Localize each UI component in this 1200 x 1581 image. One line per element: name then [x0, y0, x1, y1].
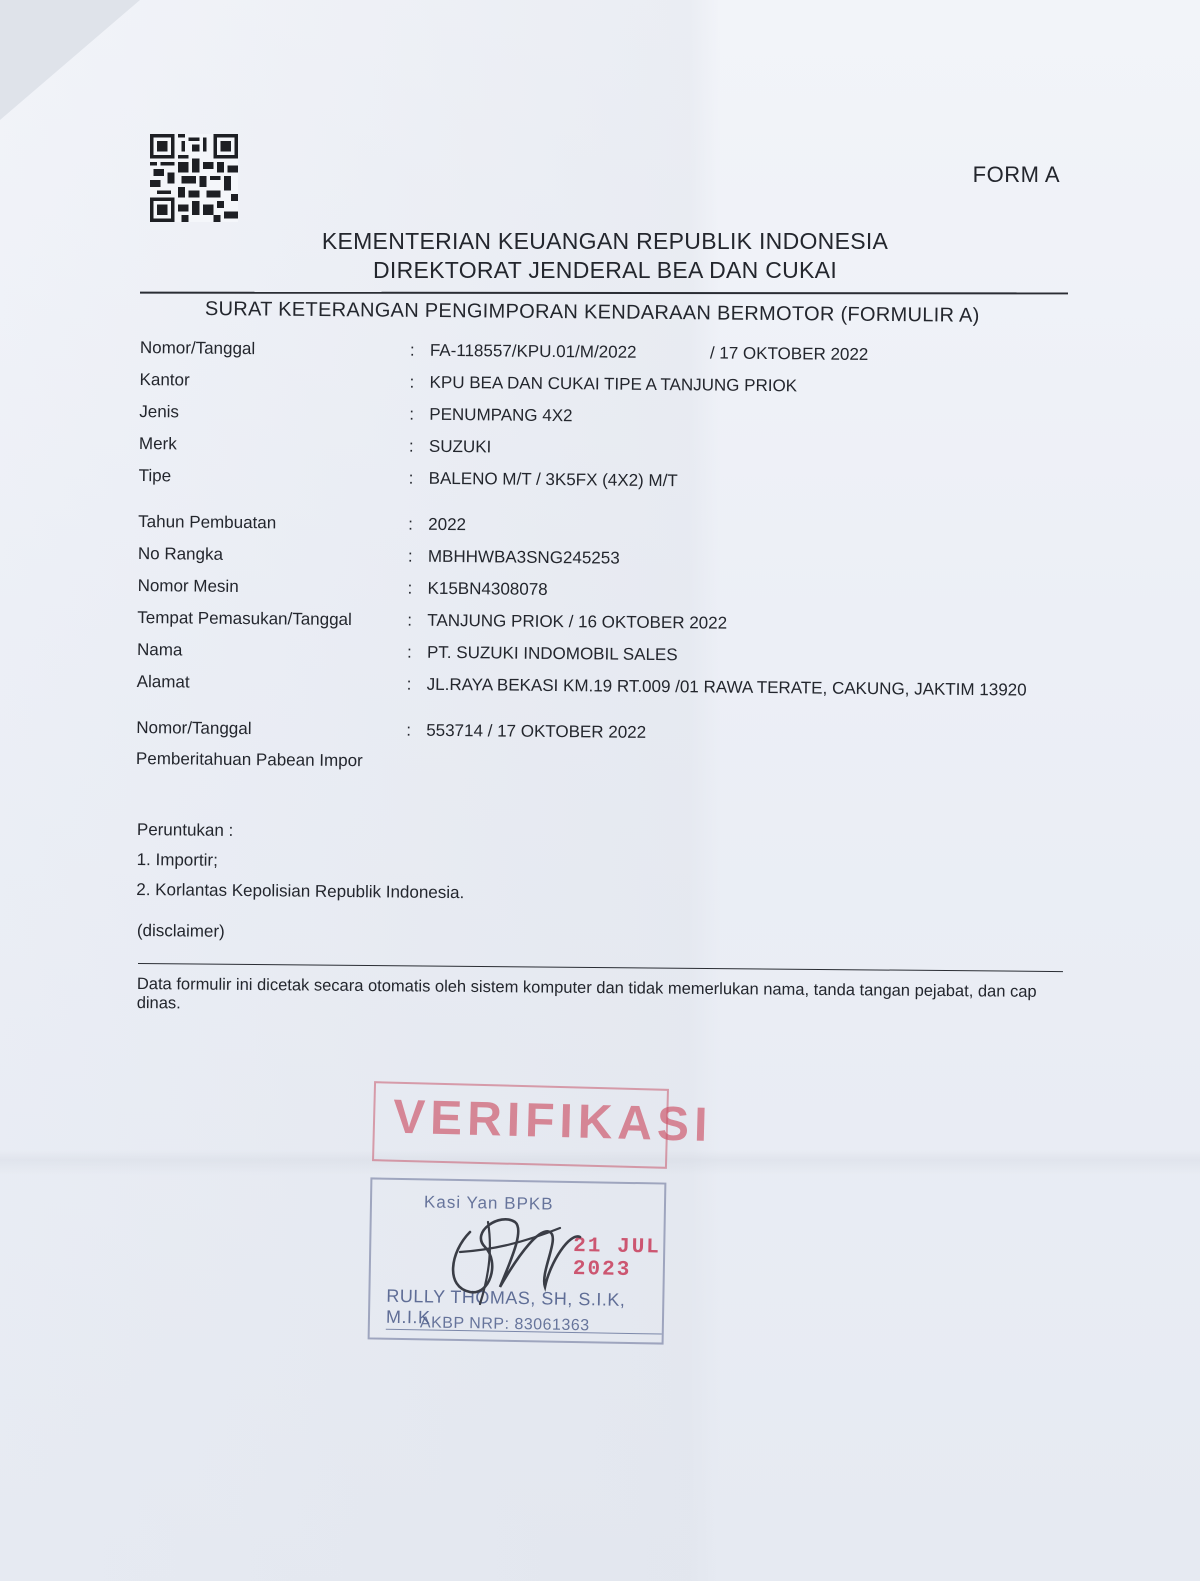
- footer-divider: [138, 963, 1063, 972]
- field-label: Tahun Pembuatan: [138, 511, 277, 533]
- field-row-no-rangka: [137, 543, 1098, 568]
- field-label: Nomor/Tanggal: [136, 717, 252, 739]
- stamp-date: 21 JUL 2023: [572, 1234, 662, 1282]
- form-code: FORM A: [972, 162, 1060, 187]
- field-value: BALENO M/T / 3K5FX (4X2) M/T: [428, 468, 678, 491]
- field-label: Tipe: [138, 465, 172, 486]
- field-row-nama: [136, 639, 1097, 665]
- field-value: PT. SUZUKI INDOMOBIL SALES: [426, 642, 678, 665]
- field-value: SUZUKI: [428, 436, 492, 457]
- field-row-nomor-mesin: [137, 575, 1098, 599]
- field-value: JL.RAYA BEKASI KM.19 RT.009 /01 RAWA TERATE, CAKUNG, JAKTIM 13920: [426, 674, 1027, 700]
- disclaimer-label: (disclaimer): [136, 921, 225, 941]
- field-colon: :: [407, 578, 413, 598]
- verification-stamp-text: VERIFIKASI: [392, 1090, 714, 1153]
- field-label: Nomor/Tanggal: [139, 338, 256, 359]
- field-colon: :: [406, 642, 412, 662]
- stamp-officer: RULLY THOMAS, SH, S.I.K, M.I.K: [386, 1286, 663, 1335]
- field-row-nomor-tanggal: [139, 338, 1100, 364]
- field-row-merk: [138, 433, 1099, 457]
- document-subtitle: SURAT KETERANGAN PENGIMPORAN KENDARAAN BERMOTOR (FORMULIR A): [204, 298, 980, 327]
- field-colon: :: [408, 514, 414, 534]
- folded-corner: [0, 0, 140, 120]
- field-label: Tempat Pemasukan/Tanggal: [137, 607, 352, 630]
- field-row-pib-label2: [135, 748, 1096, 771]
- field-colon: :: [409, 404, 415, 424]
- field-value: TANJUNG PRIOK / 16 OKTOBER 2022: [427, 610, 728, 633]
- field-colon: :: [408, 436, 414, 456]
- field-colon: :: [407, 610, 413, 630]
- field-list: [135, 338, 1100, 771]
- field-colon: :: [407, 546, 413, 566]
- field-value: KPU BEA DAN CUKAI TIPE A TANJUNG PRIOK: [429, 372, 798, 396]
- field-row-jenis: [139, 401, 1099, 426]
- directorate-title: DIREKTORAT JENDERAL BEA DAN CUKAI: [372, 257, 838, 283]
- field-label: Nama: [136, 639, 183, 660]
- field-label: Alamat: [136, 671, 190, 692]
- signature-icon: [430, 1192, 610, 1312]
- field-colon: :: [406, 674, 412, 694]
- field-value: 553714 / 17 OKTOBER 2022: [426, 720, 647, 742]
- field-row-pib: [136, 717, 1096, 742]
- field-label: Nomor Mesin: [137, 575, 239, 596]
- ministry-title: KEMENTERIAN KEUANGAN REPUBLIK INDONESIA: [321, 228, 889, 254]
- field-row-kantor: [139, 369, 1100, 396]
- field-colon: :: [408, 468, 414, 488]
- field-value: FA-118557/KPU.01/M/2022: [429, 340, 637, 362]
- field-value: 2022: [428, 514, 467, 535]
- list-item: 2. Korlantas Kepolisian Republik Indonesia.: [136, 879, 465, 903]
- field-row-tahun: [138, 511, 1098, 535]
- qr-code-icon: [150, 134, 238, 222]
- list-item: 1. Importir;: [136, 849, 218, 870]
- peruntukan-title: Peruntukan :: [136, 820, 234, 840]
- field-date: / 17 OKTOBER 2022: [709, 343, 869, 364]
- field-row-tempat: [137, 607, 1097, 633]
- stamp-title: Kasi Yan BPKB: [423, 1192, 554, 1214]
- field-colon: :: [409, 372, 415, 392]
- field-row-tipe: [138, 465, 1099, 491]
- stamp-nrp: AKBP NRP: 83061363: [419, 1314, 590, 1335]
- field-row-alamat: [136, 671, 1097, 700]
- field-label: Merk: [138, 433, 177, 454]
- header-divider: [140, 292, 1068, 295]
- field-value: K15BN4308078: [427, 578, 548, 599]
- field-value: MBHHWBA3SNG245253: [427, 546, 620, 568]
- disclaimer-note: Data formulir ini dicetak secara otomatis oleh sistem komputer dan tidak memerlukan nama, tanda tangan pejabat, dan cap dinas.: [136, 975, 1037, 1013]
- field-value: PENUMPANG 4X2: [429, 404, 573, 426]
- field-colon: :: [406, 720, 412, 740]
- field-label: Pemberitahuan Pabean Impor: [135, 748, 363, 771]
- verification-stamp: [372, 1081, 714, 1169]
- field-colon: :: [409, 340, 415, 360]
- field-label: Jenis: [139, 401, 180, 422]
- peruntukan-section: [136, 820, 465, 913]
- field-label: No Rangka: [137, 543, 224, 564]
- field-label: Kantor: [139, 369, 190, 390]
